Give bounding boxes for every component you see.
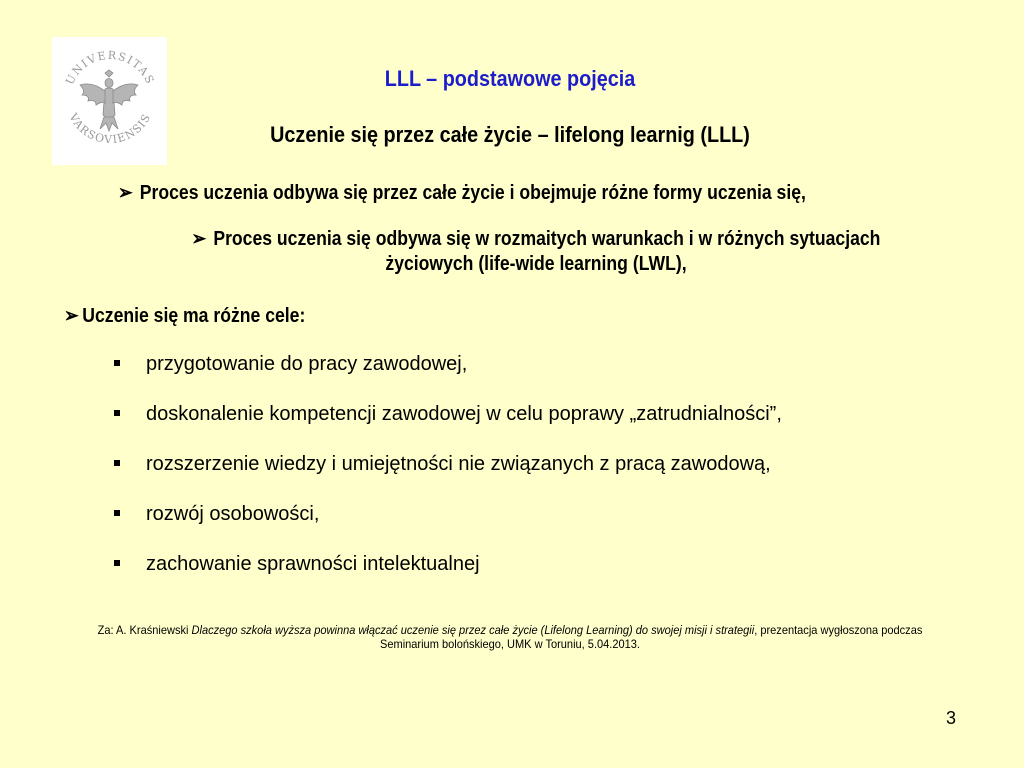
arrow-bullet-icon: ➢ xyxy=(118,182,133,204)
square-bullet-icon xyxy=(114,410,120,416)
square-bullet-icon xyxy=(114,360,120,366)
slide-subtitle: Uczenie się przez całe życie – lifelong learnig (LLL) xyxy=(270,122,750,147)
square-bullet-icon xyxy=(114,560,120,566)
point-1 xyxy=(118,180,875,205)
slide-title: LLL – podstawowe pojęcia xyxy=(384,66,636,91)
source-citation xyxy=(96,623,924,651)
page-number: 3 xyxy=(946,708,957,728)
source-prefix: Za: A. Kraśniewski xyxy=(97,623,192,637)
seal-text-top: UNIVERSITAS xyxy=(63,48,157,87)
goals-heading xyxy=(64,303,305,328)
square-bullet-icon xyxy=(114,460,120,466)
point-2-line-2: życiowych (life-wide learning (LWL), xyxy=(385,253,687,275)
university-seal-logo xyxy=(52,37,167,165)
point-2-line-1: ➢ Proces uczenia się odbywa się w rozmaitych warunkach i w różnych sytuacjach xyxy=(191,228,881,250)
seal-text-bottom: VARSOVIENSIS xyxy=(66,111,154,147)
point-2 xyxy=(118,227,954,277)
arrow-bullet-icon: ➢ xyxy=(191,228,207,250)
source-suffix: , prezentacja wygłoszona podczas Seminarium bolońskiego, UMK w Toruniu, 5.04.2013. xyxy=(379,623,923,651)
goals-heading-text: Uczenie się ma różne cele: xyxy=(82,305,306,327)
university-of-warsaw-seal-icon xyxy=(52,37,167,165)
eagle-icon xyxy=(80,70,138,131)
arrow-bullet-icon: ➢ xyxy=(64,305,79,327)
source-title: Dlaczego szkoła wyższa powinna włączać uczenie się przez całe życie (Lifelong Learning) do swojej misji i strategii xyxy=(191,623,755,637)
point-1-text: Proces uczenia odbywa się przez całe życie i obejmuje różne formy uczenia się, xyxy=(139,182,806,204)
square-bullet-icon xyxy=(114,510,120,516)
